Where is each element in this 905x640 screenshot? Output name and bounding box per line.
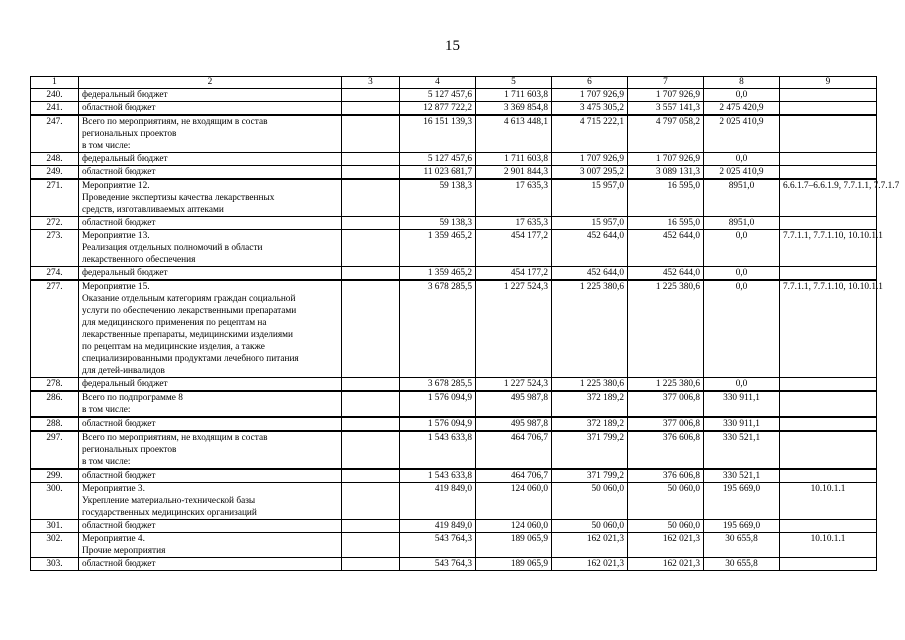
row-name-line: Всего по мероприятиям, не входящим в состав bbox=[82, 433, 268, 443]
amount-cell: 162 021,3 bbox=[552, 533, 628, 558]
amount-cell: 124 060,0 bbox=[476, 520, 552, 533]
column-header: 6 bbox=[552, 77, 628, 89]
amount-cell: 464 706,7 bbox=[476, 469, 552, 483]
amount-cell: 452 644,0 bbox=[628, 267, 704, 281]
row-name-cell bbox=[79, 378, 342, 392]
amount-cell: 195 669,0 bbox=[704, 483, 780, 520]
row-name-cell bbox=[79, 102, 342, 116]
amount-cell: 452 644,0 bbox=[552, 230, 628, 267]
amount-cell: 30 655,8 bbox=[704, 558, 780, 571]
indicator-code-cell bbox=[780, 102, 877, 116]
amount-cell: 2 901 844,3 bbox=[476, 166, 552, 180]
row-name-line: Реализация отдельных полномочий в области bbox=[82, 243, 263, 253]
amount-cell: 15 957,0 bbox=[552, 217, 628, 230]
amount-cell: 1 225 380,6 bbox=[628, 378, 704, 392]
row-name-line: по рецептам на медицинские изделия, а также bbox=[82, 342, 265, 352]
amount-cell: 0,0 bbox=[704, 267, 780, 281]
row-name-line: областной бюджет bbox=[82, 167, 156, 177]
row-name-line: в том числе: bbox=[82, 405, 131, 415]
indicator-code-cell bbox=[780, 166, 877, 180]
amount-cell: 12 877 722,2 bbox=[400, 102, 476, 116]
column-header: 1 bbox=[31, 77, 79, 89]
table-row bbox=[31, 267, 877, 281]
amount-cell: 376 606,8 bbox=[628, 431, 704, 469]
column-3-cell bbox=[342, 417, 400, 431]
amount-cell: 0,0 bbox=[704, 230, 780, 267]
amount-cell: 16 151 139,3 bbox=[400, 115, 476, 153]
amount-cell: 543 764,3 bbox=[400, 533, 476, 558]
row-name-line: федеральный бюджет bbox=[82, 268, 168, 278]
amount-cell: 162 021,3 bbox=[552, 558, 628, 571]
indicator-code-cell: 7.7.1.1, 7.7.1.10, 10.10.1.1 bbox=[780, 230, 877, 267]
row-number-cell: 249. bbox=[31, 166, 79, 180]
amount-cell: 495 987,8 bbox=[476, 391, 552, 417]
amount-cell: 1 576 094,9 bbox=[400, 391, 476, 417]
row-name-cell bbox=[79, 533, 342, 558]
row-name-line: областной бюджет bbox=[82, 471, 156, 481]
row-name-line: Мероприятие 4. bbox=[82, 534, 145, 544]
amount-cell: 11 023 681,7 bbox=[400, 166, 476, 180]
amount-cell: 0,0 bbox=[704, 378, 780, 392]
table-row bbox=[31, 483, 877, 520]
row-name-cell bbox=[79, 179, 342, 217]
table-row bbox=[31, 153, 877, 166]
row-name-line: государственных медицинских организаций bbox=[82, 508, 257, 518]
table-row bbox=[31, 89, 877, 102]
amount-cell: 17 635,3 bbox=[476, 179, 552, 217]
table-row bbox=[31, 179, 877, 217]
indicator-code-cell bbox=[780, 267, 877, 281]
row-name-line: Мероприятие 12. bbox=[82, 181, 150, 191]
column-3-cell bbox=[342, 520, 400, 533]
column-3-cell bbox=[342, 115, 400, 153]
amount-cell: 3 369 854,8 bbox=[476, 102, 552, 116]
amount-cell: 8951,0 bbox=[704, 179, 780, 217]
amount-cell: 3 678 285,5 bbox=[400, 280, 476, 378]
amount-cell: 543 764,3 bbox=[400, 558, 476, 571]
column-3-cell bbox=[342, 179, 400, 217]
amount-cell: 162 021,3 bbox=[628, 558, 704, 571]
amount-cell: 50 060,0 bbox=[552, 483, 628, 520]
table-row bbox=[31, 217, 877, 230]
column-header: 7 bbox=[628, 77, 704, 89]
table-header-row bbox=[31, 77, 877, 89]
amount-cell: 50 060,0 bbox=[628, 483, 704, 520]
row-name-line: для детей-инвалидов bbox=[82, 366, 165, 376]
amount-cell: 4 715 222,1 bbox=[552, 115, 628, 153]
indicator-code-cell: 6.6.1.7–6.6.1.9, 7.7.1.1, 7.7.1.7 bbox=[780, 179, 877, 217]
row-name-line: областной бюджет bbox=[82, 103, 156, 113]
column-3-cell bbox=[342, 153, 400, 166]
row-name-line: Мероприятие 15. bbox=[82, 282, 150, 292]
row-name-cell bbox=[79, 89, 342, 102]
page-number: 15 bbox=[445, 38, 460, 54]
column-header: 3 bbox=[342, 77, 400, 89]
indicator-code-cell: 7.7.1.1, 7.7.1.10, 10.10.1.1 bbox=[780, 280, 877, 378]
column-header: 2 bbox=[79, 77, 342, 89]
amount-cell: 15 957,0 bbox=[552, 179, 628, 217]
row-name-cell bbox=[79, 469, 342, 483]
column-header: 4 bbox=[400, 77, 476, 89]
row-name-line: Всего по подпрограмме 8 bbox=[82, 393, 183, 403]
amount-cell: 452 644,0 bbox=[628, 230, 704, 267]
row-name-line: областной бюджет bbox=[82, 419, 156, 429]
amount-cell: 1 576 094,9 bbox=[400, 417, 476, 431]
amount-cell: 2 475 420,9 bbox=[704, 102, 780, 116]
row-name-line: Мероприятие 13. bbox=[82, 231, 150, 241]
column-3-cell bbox=[342, 217, 400, 230]
amount-cell: 1 543 633,8 bbox=[400, 431, 476, 469]
row-name-line: региональных проектов bbox=[82, 445, 177, 455]
column-3-cell bbox=[342, 431, 400, 469]
amount-cell: 30 655,8 bbox=[704, 533, 780, 558]
amount-cell: 195 669,0 bbox=[704, 520, 780, 533]
row-name-line: областной бюджет bbox=[82, 521, 156, 531]
row-name-line: региональных проектов bbox=[82, 129, 177, 139]
table-body bbox=[31, 89, 900, 571]
table-row bbox=[31, 166, 877, 180]
table-row bbox=[31, 230, 877, 267]
amount-cell: 1 359 465,2 bbox=[400, 230, 476, 267]
budget-table bbox=[30, 76, 900, 571]
row-name-line: средств, изготавливаемых аптеками bbox=[82, 205, 224, 215]
amount-cell: 1 543 633,8 bbox=[400, 469, 476, 483]
row-name-line: Прочие мероприятия bbox=[82, 546, 166, 556]
amount-cell: 189 065,9 bbox=[476, 558, 552, 571]
row-name-line: специализированными продуктами лечебного питания bbox=[82, 354, 299, 364]
table-row bbox=[31, 558, 877, 571]
amount-cell: 454 177,2 bbox=[476, 267, 552, 281]
amount-cell: 1 711 603,8 bbox=[476, 153, 552, 166]
column-header: 9 bbox=[780, 77, 877, 89]
amount-cell: 1 707 926,9 bbox=[552, 153, 628, 166]
row-name-line: лекарственные препараты, медицинскими изделиями bbox=[82, 330, 293, 340]
amount-cell: 3 678 285,5 bbox=[400, 378, 476, 392]
row-name-line: услуги по обеспечению лекарственными препаратами bbox=[82, 306, 297, 316]
amount-cell: 59 138,3 bbox=[400, 217, 476, 230]
amount-cell: 189 065,9 bbox=[476, 533, 552, 558]
row-name-cell bbox=[79, 115, 342, 153]
amount-cell: 419 849,0 bbox=[400, 520, 476, 533]
row-name-line: Всего по мероприятиям, не входящим в состав bbox=[82, 117, 268, 127]
amount-cell: 372 189,2 bbox=[552, 417, 628, 431]
row-name-cell bbox=[79, 217, 342, 230]
amount-cell: 377 006,8 bbox=[628, 417, 704, 431]
amount-cell: 2 025 410,9 bbox=[704, 166, 780, 180]
table-row bbox=[31, 391, 877, 417]
amount-cell: 330 911,1 bbox=[704, 391, 780, 417]
indicator-code-cell bbox=[780, 520, 877, 533]
amount-cell: 4 797 058,2 bbox=[628, 115, 704, 153]
amount-cell: 50 060,0 bbox=[552, 520, 628, 533]
amount-cell: 0,0 bbox=[704, 89, 780, 102]
amount-cell: 2 025 410,9 bbox=[704, 115, 780, 153]
amount-cell: 0,0 bbox=[704, 153, 780, 166]
amount-cell: 1 225 380,6 bbox=[628, 280, 704, 378]
row-name-cell bbox=[79, 230, 342, 267]
column-3-cell bbox=[342, 267, 400, 281]
row-number-cell: 274. bbox=[31, 267, 79, 281]
column-3-cell bbox=[342, 483, 400, 520]
amount-cell: 1 225 380,6 bbox=[552, 378, 628, 392]
table-row bbox=[31, 417, 877, 431]
amount-cell: 8951,0 bbox=[704, 217, 780, 230]
amount-cell: 0,0 bbox=[704, 280, 780, 378]
row-name-line: Оказание отдельным категориям граждан социальной bbox=[82, 294, 296, 304]
amount-cell: 5 127 457,6 bbox=[400, 153, 476, 166]
column-header: 5 bbox=[476, 77, 552, 89]
table-row bbox=[31, 378, 877, 392]
row-name-line: для медицинского применения по рецептам на bbox=[82, 318, 267, 328]
amount-cell: 17 635,3 bbox=[476, 217, 552, 230]
amount-cell: 4 613 448,1 bbox=[476, 115, 552, 153]
row-number-cell: 278. bbox=[31, 378, 79, 392]
indicator-code-cell bbox=[780, 558, 877, 571]
row-number-cell: 302. bbox=[31, 533, 79, 558]
amount-cell: 464 706,7 bbox=[476, 431, 552, 469]
row-number-cell: 288. bbox=[31, 417, 79, 431]
row-number-cell: 297. bbox=[31, 431, 79, 469]
column-3-cell bbox=[342, 391, 400, 417]
row-number-cell: 286. bbox=[31, 391, 79, 417]
row-name-cell bbox=[79, 153, 342, 166]
column-3-cell bbox=[342, 166, 400, 180]
indicator-code-cell bbox=[780, 431, 877, 469]
row-name-cell bbox=[79, 558, 342, 571]
row-number-cell: 301. bbox=[31, 520, 79, 533]
indicator-code-cell bbox=[780, 217, 877, 230]
amount-cell: 376 606,8 bbox=[628, 469, 704, 483]
row-number-cell: 272. bbox=[31, 217, 79, 230]
amount-cell: 124 060,0 bbox=[476, 483, 552, 520]
indicator-code-cell bbox=[780, 153, 877, 166]
amount-cell: 5 127 457,6 bbox=[400, 89, 476, 102]
row-number-cell: 303. bbox=[31, 558, 79, 571]
amount-cell: 1 359 465,2 bbox=[400, 267, 476, 281]
column-3-cell bbox=[342, 230, 400, 267]
row-name-line: федеральный бюджет bbox=[82, 90, 168, 100]
column-3-cell bbox=[342, 378, 400, 392]
amount-cell: 162 021,3 bbox=[628, 533, 704, 558]
amount-cell: 419 849,0 bbox=[400, 483, 476, 520]
amount-cell: 454 177,2 bbox=[476, 230, 552, 267]
amount-cell: 452 644,0 bbox=[552, 267, 628, 281]
row-number-cell: 277. bbox=[31, 280, 79, 378]
row-name-line: областной бюджет bbox=[82, 559, 156, 569]
row-number-cell: 247. bbox=[31, 115, 79, 153]
row-name-line: Проведение экспертизы качества лекарственных bbox=[82, 193, 275, 203]
row-number-cell: 299. bbox=[31, 469, 79, 483]
amount-cell: 495 987,8 bbox=[476, 417, 552, 431]
amount-cell: 377 006,8 bbox=[628, 391, 704, 417]
column-3-cell bbox=[342, 280, 400, 378]
indicator-code-cell bbox=[780, 469, 877, 483]
amount-cell: 371 799,2 bbox=[552, 431, 628, 469]
row-number-cell: 300. bbox=[31, 483, 79, 520]
column-3-cell bbox=[342, 89, 400, 102]
table-row bbox=[31, 431, 877, 469]
amount-cell: 330 521,1 bbox=[704, 431, 780, 469]
indicator-code-cell bbox=[780, 89, 877, 102]
amount-cell: 16 595,0 bbox=[628, 179, 704, 217]
amount-cell: 1 227 524,3 bbox=[476, 378, 552, 392]
amount-cell: 3 475 305,2 bbox=[552, 102, 628, 116]
row-number-cell: 273. bbox=[31, 230, 79, 267]
row-name-line: федеральный бюджет bbox=[82, 379, 168, 389]
row-name-line: в том числе: bbox=[82, 141, 131, 151]
amount-cell: 16 595,0 bbox=[628, 217, 704, 230]
indicator-code-cell: 10.10.1.1 bbox=[780, 483, 877, 520]
row-name-cell bbox=[79, 483, 342, 520]
row-name-cell bbox=[79, 417, 342, 431]
row-name-line: областной бюджет bbox=[82, 218, 156, 228]
row-name-line: федеральный бюджет bbox=[82, 154, 168, 164]
amount-cell: 59 138,3 bbox=[400, 179, 476, 217]
row-number-cell: 241. bbox=[31, 102, 79, 116]
row-name-cell bbox=[79, 166, 342, 180]
amount-cell: 1 707 926,9 bbox=[628, 153, 704, 166]
amount-cell: 1 227 524,3 bbox=[476, 280, 552, 378]
table-row bbox=[31, 280, 877, 378]
row-name-line: Укрепление материально-технической базы bbox=[82, 496, 256, 506]
row-name-cell bbox=[79, 520, 342, 533]
indicator-code-cell bbox=[780, 115, 877, 153]
row-number-cell: 248. bbox=[31, 153, 79, 166]
row-number-cell: 240. bbox=[31, 89, 79, 102]
table-row bbox=[31, 102, 877, 116]
column-3-cell bbox=[342, 533, 400, 558]
amount-cell: 371 799,2 bbox=[552, 469, 628, 483]
row-name-line: в том числе: bbox=[82, 457, 131, 467]
amount-cell: 1 707 926,9 bbox=[552, 89, 628, 102]
amount-cell: 1 225 380,6 bbox=[552, 280, 628, 378]
table-row bbox=[31, 533, 877, 558]
amount-cell: 372 189,2 bbox=[552, 391, 628, 417]
amount-cell: 1 707 926,9 bbox=[628, 89, 704, 102]
row-name-cell bbox=[79, 280, 342, 378]
indicator-code-cell: 10.10.1.1 bbox=[780, 533, 877, 558]
row-number-cell: 271. bbox=[31, 179, 79, 217]
amount-cell: 3 089 131,3 bbox=[628, 166, 704, 180]
column-header: 8 bbox=[704, 77, 780, 89]
indicator-code-cell bbox=[780, 378, 877, 392]
table-row bbox=[31, 469, 877, 483]
table-row bbox=[31, 520, 877, 533]
amount-cell: 1 711 603,8 bbox=[476, 89, 552, 102]
amount-cell: 3 007 295,2 bbox=[552, 166, 628, 180]
amount-cell: 3 557 141,3 bbox=[628, 102, 704, 116]
row-name-cell bbox=[79, 431, 342, 469]
indicator-code-cell bbox=[780, 417, 877, 431]
row-name-cell bbox=[79, 267, 342, 281]
amount-cell: 330 911,1 bbox=[704, 417, 780, 431]
column-3-cell bbox=[342, 469, 400, 483]
row-name-line: Мероприятие 3. bbox=[82, 484, 145, 494]
amount-cell: 50 060,0 bbox=[628, 520, 704, 533]
amount-cell: 330 521,1 bbox=[704, 469, 780, 483]
row-name-cell bbox=[79, 391, 342, 417]
column-3-cell bbox=[342, 558, 400, 571]
row-name-line: лекарственного обеспечения bbox=[82, 255, 196, 265]
table-row bbox=[31, 115, 877, 153]
column-3-cell bbox=[342, 102, 400, 116]
indicator-code-cell bbox=[780, 391, 877, 417]
